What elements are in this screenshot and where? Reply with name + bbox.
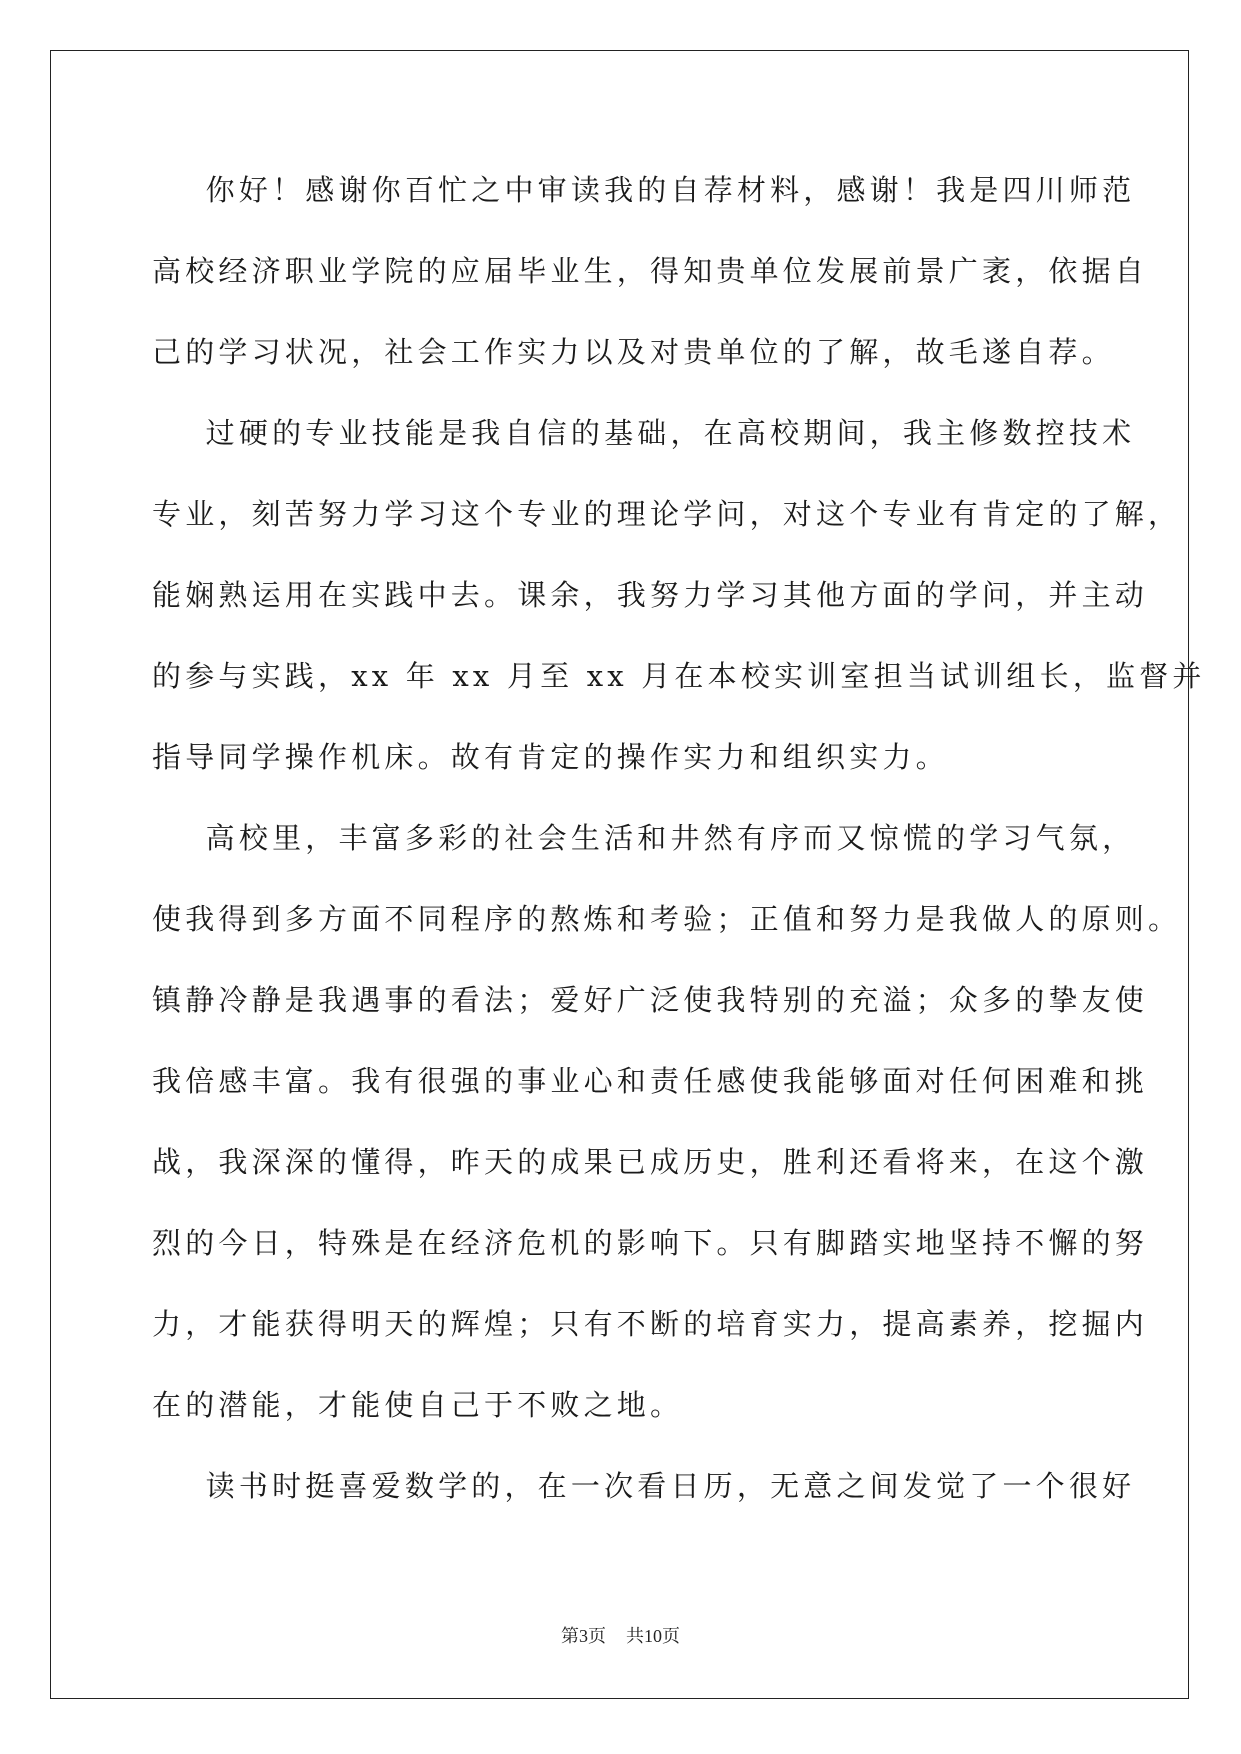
text-line: 战，我深深的懂得，昨天的成果已成历史，胜利还看将来，在这个激: [152, 1145, 1149, 1179]
page-number: 第3页: [561, 1626, 606, 1646]
text-line: 指导同学操作机床。故有肯定的操作实力和组织实力。: [152, 740, 949, 774]
text-line: 能娴熟运用在实践中去。课余，我努力学习其他方面的学问，并主动: [152, 578, 1149, 612]
text-line: 过硬的专业技能是我自信的基础，在高校期间，我主修数控技术: [152, 416, 1136, 450]
text-line: 镇静冷静是我遇事的看法；爱好广泛使我特别的充溢；众多的挚友使: [152, 983, 1149, 1017]
text-line: 专业，刻苦努力学习这个专业的理论学问，对这个专业有肯定的了解，: [152, 497, 1182, 531]
text-line: 我倍感丰富。我有很强的事业心和责任感使我能够面对任何困难和挑: [152, 1064, 1149, 1098]
text-line: 力，才能获得明天的辉煌；只有不断的培育实力，提高素养，挖掘内: [152, 1307, 1149, 1341]
text-line: 高校里，丰富多彩的社会生活和井然有序而又惊慌的学习气氛，: [152, 821, 1136, 855]
page-total: 共10页: [626, 1626, 680, 1646]
text-line: 高校经济职业学院的应届毕业生，得知贵单位发展前景广袤，依据自: [152, 254, 1149, 288]
text-line: 使我得到多方面不同程序的熬炼和考验；正值和努力是我做人的原则。: [152, 902, 1182, 936]
text-line: 己的学习状况，社会工作实力以及对贵单位的了解，故毛遂自荐。: [152, 335, 1115, 369]
document-body: [152, 162, 1206, 1539]
text-line: 读书时挺喜爱数学的，在一次看日历，无意之间发觉了一个很好: [152, 1469, 1136, 1503]
text-line: 你好！感谢你百忙之中审读我的自荐材料，感谢！我是四川师范: [152, 173, 1136, 207]
page-footer: [0, 1622, 1241, 1648]
text-line: 烈的今日，特殊是在经济危机的影响下。只有脚踏实地坚持不懈的努: [152, 1226, 1149, 1260]
text-line: 的参与实践，xx 年 xx 月至 xx 月在本校实训室担当试训组长，监督并: [152, 659, 1206, 693]
text-line: 在的潜能，才能使自己于不败之地。: [152, 1388, 684, 1422]
